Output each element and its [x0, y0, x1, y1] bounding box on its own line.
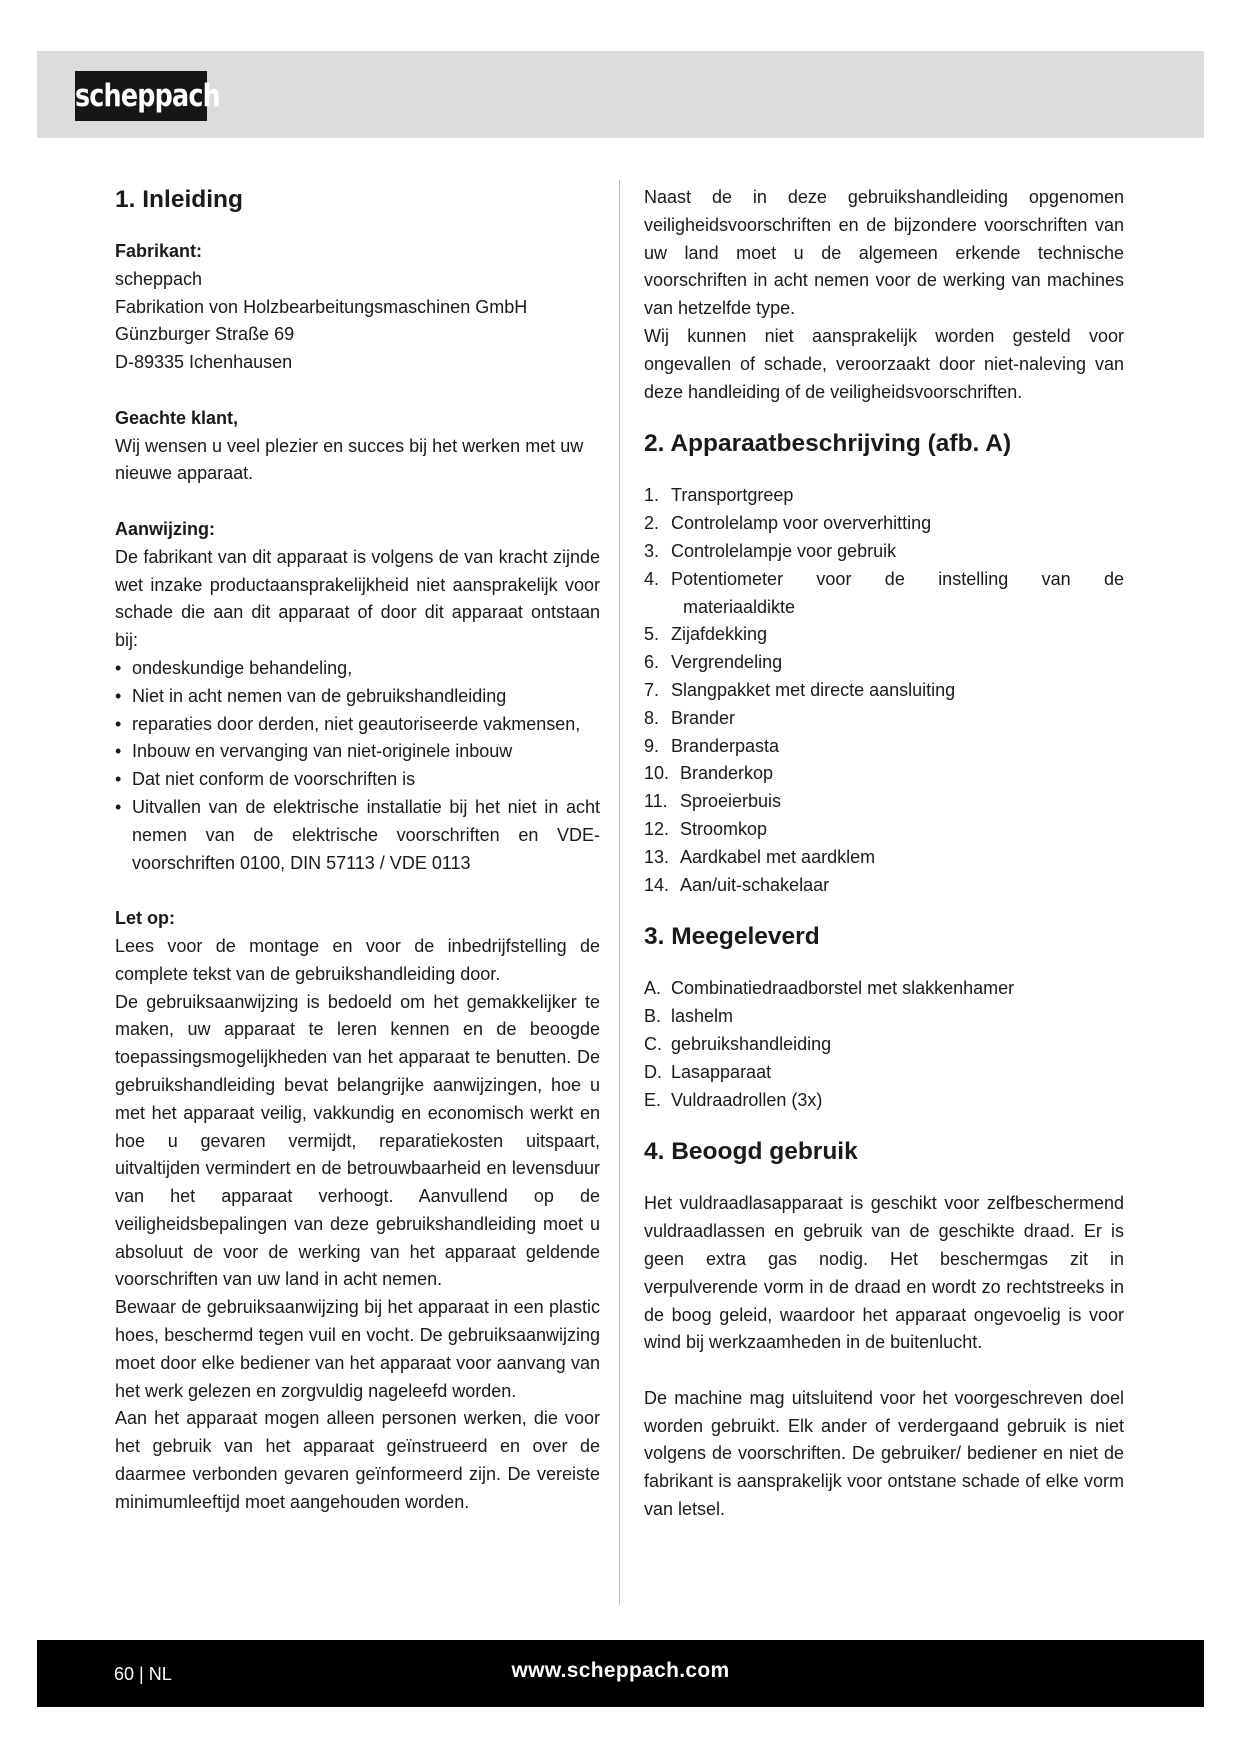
item-text: Slangpakket met directe aansluiting: [671, 679, 956, 700]
list-item: [644, 510, 1124, 538]
list-item: [644, 482, 1124, 510]
fabrikant-line: Günzburger Straße 69: [115, 324, 295, 345]
list-item: [644, 733, 1124, 761]
aanwijzing-bullet-list: [115, 655, 600, 877]
aanwijzing-label: Aanwijzing:: [115, 518, 215, 539]
item-text: Vuldraadrollen (3x): [671, 1089, 823, 1110]
fabrikant-line: scheppach: [115, 268, 203, 289]
bullet-item: • Dat niet conform de voorschriften is: [115, 766, 600, 794]
use-paragraph: De machine mag uitsluitend voor het voorgeschreven doel worden gebruikt. Elk ander of verdergaand gebruik is niet volgens de voorschriften. De gebruiker/ bediener en niet de fabrikant is aansprakelijk voor ontstane schade of elke vorm van letsel.: [644, 1387, 1124, 1520]
letop-paragraph: Bewaar de gebruiksaanwijzing bij het apparaat in een plastic hoes, beschermd tegen vuil en vocht. De gebruiksaanwijzing moet door elke bediener van het apparaat voor aanvang van het werk gelezen en zorgvuldig nageleefd worden.: [115, 1297, 600, 1401]
item-text: Brander: [671, 707, 736, 728]
letop-paragraph: De gebruiksaanwijzing is bedoeld om het gemakkelijker te maken, uw apparaat te leren kennen en de beoogde toepassingsmogelijkheden van het apparaat te benutten. De gebruikshandleiding bevat belangrijke aanwijzingen, hoe u met het apparaat veilig, vakkundig en economisch werkt en hoe u gevaren vermijdt, reparatiekosten uitspaart, uitvaltijden vermindert en de betrouwbaarheid en levensduur van het apparaat verhoogt. Aanvullend op de veiligheidsbepalingen van deze gebruikshandleiding moet u absoluut de voor de werking van het apparaat geldende voorschriften van uw land in acht nemen.: [115, 991, 600, 1290]
list-item: [644, 844, 1124, 872]
footer-band: [37, 1640, 1204, 1707]
item-number: 7.: [644, 679, 660, 700]
item-text: Branderpasta: [671, 735, 780, 756]
bullet-item: • Uitvallen van de elektrische installatie bij het niet in acht nemen van de elektrische voorschriften en VDE-voorschriften 0100, DIN 57113 / VDE 0113: [115, 794, 600, 877]
item-text: Controlelampje voor gebruik: [671, 540, 897, 561]
item-number: 13.: [644, 846, 670, 867]
item-letter: C.: [644, 1033, 662, 1054]
scheppach-logo: scheppach: [75, 71, 207, 121]
list-item: [644, 1059, 1124, 1087]
item-text: Potentiometer voor de instelling van de: [671, 568, 1124, 589]
bullet-item: • Inbouw en vervanging van niet-originele inbouw: [115, 738, 600, 766]
right-column: [644, 184, 1124, 1524]
list-item: [644, 872, 1124, 900]
list-item: [644, 1003, 1124, 1031]
item-text: Controlelamp voor oververhitting: [671, 513, 932, 534]
page-number: 60 | NL: [114, 1664, 172, 1684]
item-text: Sproeierbuis: [680, 791, 782, 812]
item-number: 8.: [644, 707, 660, 728]
item-text: Aan/uit-schakelaar: [680, 874, 830, 895]
item-text: Lasapparaat: [671, 1061, 772, 1082]
list-item: [644, 705, 1124, 733]
item-number: 1.: [644, 485, 660, 506]
list-item: [644, 649, 1124, 677]
item-text: Vergrendeling: [671, 652, 783, 673]
list-item: [644, 566, 1124, 622]
item-number: 14.: [644, 874, 670, 895]
parts-list: [644, 482, 1124, 899]
item-letter: E.: [644, 1089, 662, 1110]
list-item: [644, 1087, 1124, 1115]
letop-paragraph: Lees voor de montage en voor de inbedrijfstelling de complete tekst van de gebruikshandleiding door.: [115, 935, 600, 984]
item-letter: A.: [644, 978, 662, 999]
list-item: [644, 621, 1124, 649]
intro-paragraph: Naast de in deze gebruikshandleiding opgenomen veiligheidsvoorschriften en de bijzondere voorschriften van uw land moet u de algemeen erkende technische voorschriften in acht nemen voor de werking van machines van hetzelfde type.: [644, 187, 1124, 319]
bullet-item: • ondeskundige behandeling,: [115, 655, 600, 683]
item-text: Branderkop: [680, 763, 774, 784]
list-item: [644, 538, 1124, 566]
item-number: 4.: [644, 568, 660, 589]
item-text: Combinatiedraadborstel met slakkenhamer: [671, 978, 1015, 999]
letop-paragraph: Aan het apparaat mogen alleen personen werken, die voor het gebruik van het apparaat geïnstrueerd en over de daarmee verbonden gevaren geïnformeerd zijn. De vereiste minimumleeftijd moet aangehouden worden.: [115, 1408, 600, 1512]
fabrikant-line: Fabrikation von Holzbearbeitungsmaschinen GmbH: [115, 296, 528, 317]
header-band: [37, 51, 1204, 138]
list-item: [644, 760, 1124, 788]
item-text: gebruikshandleiding: [671, 1033, 832, 1054]
bullet-item: • reparaties door derden, niet geautoriseerde vakmensen,: [115, 711, 600, 739]
fabrikant-label: Fabrikant:: [115, 241, 203, 261]
item-text: lashelm: [671, 1006, 734, 1027]
item-text: Aardkabel met aardklem: [680, 846, 876, 867]
item-letter: B.: [644, 1006, 662, 1027]
item-text: Transportgreep: [671, 485, 794, 506]
letop-label: Let op:: [115, 908, 175, 929]
item-text: Zijafdekking: [671, 624, 768, 645]
section-2-title: 2. Apparaatbeschrijving (afb. A): [644, 430, 1012, 458]
aanwijzing-text: De fabrikant van dit apparaat is volgens de van kracht zijnde wet inzake productaansprakelijkheid niet aansprakelijk voor schade die aan dit apparaat of door dit apparaat ontstaan bij:: [115, 546, 600, 651]
item-number: 11.: [644, 791, 668, 812]
section-4-title: 4. Beoogd gebruik: [644, 1138, 858, 1166]
supplied-list: [644, 975, 1124, 1114]
item-number: 3.: [644, 540, 660, 561]
list-item: [644, 975, 1124, 1003]
website-url: www.scheppach.com: [511, 1659, 730, 1682]
fabrikant-line: D-89335 Ichenhausen: [115, 352, 293, 373]
item-number: 12.: [644, 818, 670, 839]
list-item: [644, 816, 1124, 844]
column-divider: [619, 180, 620, 1605]
list-item: [644, 1031, 1124, 1059]
item-text: Stroomkop: [680, 818, 768, 839]
item-number: 9.: [644, 735, 660, 756]
item-number: 5.: [644, 624, 660, 645]
list-item: [644, 788, 1124, 816]
item-letter: D.: [644, 1061, 662, 1082]
item-number: 10.: [644, 763, 670, 784]
item-text-continued: materiaaldikte: [683, 596, 796, 617]
section-3-title: 3. Meegeleverd: [644, 923, 820, 951]
klant-label: Geachte klant,: [115, 407, 239, 428]
use-paragraph: Het vuldraadlasapparaat is geschikt voor zelfbeschermend vuldraadlassen en gebruik van de geschikte draad. Er is geen extra gas nodig. Het beschermgas zit in verpulverende vorm in de draad en wordt zo rechtstreeks in de boog geleid, waardoor het apparaat ongevoelig is voor wind bij werkzaamheden in de buitenlucht.: [644, 1193, 1124, 1353]
intro-paragraph: Wij kunnen niet aansprakelijk worden gesteld voor ongevallen of schade, veroorzaakt door niet-naleving van deze handleiding of de veiligheidsvoorschriften.: [644, 325, 1124, 402]
item-number: 6.: [644, 652, 660, 673]
left-column: [115, 184, 600, 1517]
bullet-item: • Niet in acht nemen van de gebruikshandleiding: [115, 683, 600, 711]
item-number: 2.: [644, 513, 660, 534]
list-item: [644, 677, 1124, 705]
section-1-title: 1. Inleiding: [115, 186, 243, 213]
klant-text: Wij wensen u veel plezier en succes bij het werken met uw nieuwe apparaat.: [115, 435, 584, 484]
